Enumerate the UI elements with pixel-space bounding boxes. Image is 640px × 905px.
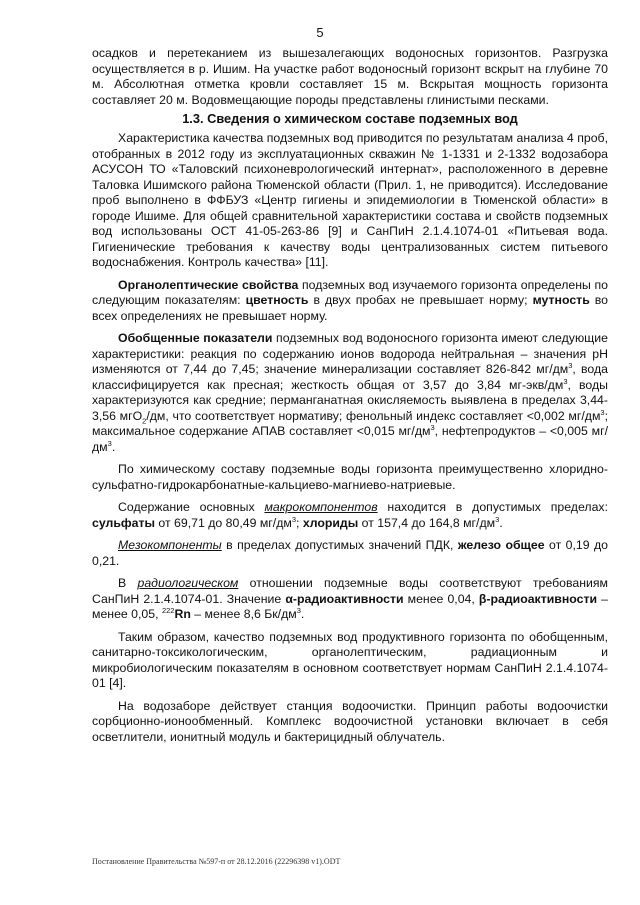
page-content bbox=[92, 46, 608, 745]
paragraph-conclusion: Таким образом, качество подземных вод продуктивного горизонта по обобщенным, санитарно-токсикологическим, органолептическим, радиационным и микробиологическим показателям в основном соответствует нормам СанПиН 2.1.4.1074-01 [4]. bbox=[92, 629, 608, 690]
paragraph-organoleptic: Органолептические свойства подземных вод изучаемого горизонта определены по следующим показателям: цветность в двух пробах не превышает норму; мутность во всех определениях не превышает норму. bbox=[92, 277, 609, 323]
paragraph-mesocomponents: Мезокомпоненты в пределах допустимых значений ПДК, железо общее от 0,19 до 0,21. bbox=[92, 538, 608, 568]
paragraph-water-treatment: На водозаборе действует станция водоочистки. Принцип работы водоочистки сорбционно-ионообменный. Комплекс водоочистной установки включает в себя осветлители, ионитный модуль и бактерицидный облучатель. bbox=[92, 698, 608, 744]
document-footer: Постановление Правительства №597-п от 28.12.2016 (22296398 v1).ODT bbox=[92, 857, 341, 866]
paragraph-macrocomponents: Содержание основных макрокомпонентов находится в допустимых пределах: сульфаты от 69,71 до 80,49 $мг/дм^3$; хлориды от 157,4 до 164,8 $мг/дм^3$. bbox=[92, 500, 608, 530]
section-heading: 1.3. Сведения о химическом составе подземных вод bbox=[182, 111, 518, 126]
page-number: 5 bbox=[316, 25, 324, 40]
paragraph-recharge: осадков и перетеканием из вышезалегающих водоносных горизонтов. Разгрузка осуществляется в р. Ишим. На участке работ водоносный горизонт вскрыт на глубине 70 м. Абсолютная отметка кровли составляет 15 м. Вскрытая мощность горизонта составляет 20 м. Водовмещающие породы представлены глинистыми песками. bbox=[92, 46, 608, 107]
paragraph-general-indicators: Обобщенные показатели подземных вод водоносного горизонта имеют следующие характеристики: реакция по содержанию ионов водорода нейтральная – значения pH изменяются от 7,44 до 7,45; значение минерализации составляет 826-842 $мг/дм^3$, вода классифицируется как пресная; жесткость общая от 3,57 до 3,84 $мг-экв/дм^3$, воды характеризуются как средние; перманганатная окисляемость выявлена в пределах 3,44-3,56 мгО$_2$/дм, что соответствует нормативу; фенольный индекс составляет <0,002 $мг/дм^3$; максимальное содержание АПАВ составляет <0,015 $мг/дм^3$, нефтепродуктов – <0,005 $мг/дм^3$. bbox=[92, 331, 609, 454]
paragraph-characteristics: Характеристика качества подземных вод приводится по результатам анализа 4 проб, отобранных в 2012 году из эксплуатационных скважин № 1-1331 и 2-1332 водозабора АСУСОН ТО «Таловский психоневрологический интернат», расположенного в деревне Таловка Ишимского района Тюменской области (Прил. 1, не приводится). Исследование проб выполнено в ФФБУЗ «Центр гигиены и эпидемиологии в Тюменской области» в городе Ишиме. Для общей сравнительной характеристики состава и свойств подземных вод использованы ОСТ 41-05-263-86 [9] и СанПиН 2.1.4.1074-01 «Питьевая вода. Гигиенические требования к качеству воды централизованных систем питьевого водоснабжения. Контроль качества» [11]. bbox=[92, 131, 608, 269]
paragraph-chemical-composition: По химическому составу подземные воды горизонта преимущественно хлоридно-сульфатно-гидрокарбонатные-кальциево-магниево-натриевые. bbox=[92, 462, 608, 492]
paragraph-radiological: В радиологическом отношении подземные воды соответствуют требованиям СанПиН 2.1.4.1074-01. Значение α-радиоактивности менее 0,04, β-радиоактивности – менее 0,05, $^{222}$Rn – менее 8,6 $Бк/дм^3$. bbox=[92, 576, 608, 621]
